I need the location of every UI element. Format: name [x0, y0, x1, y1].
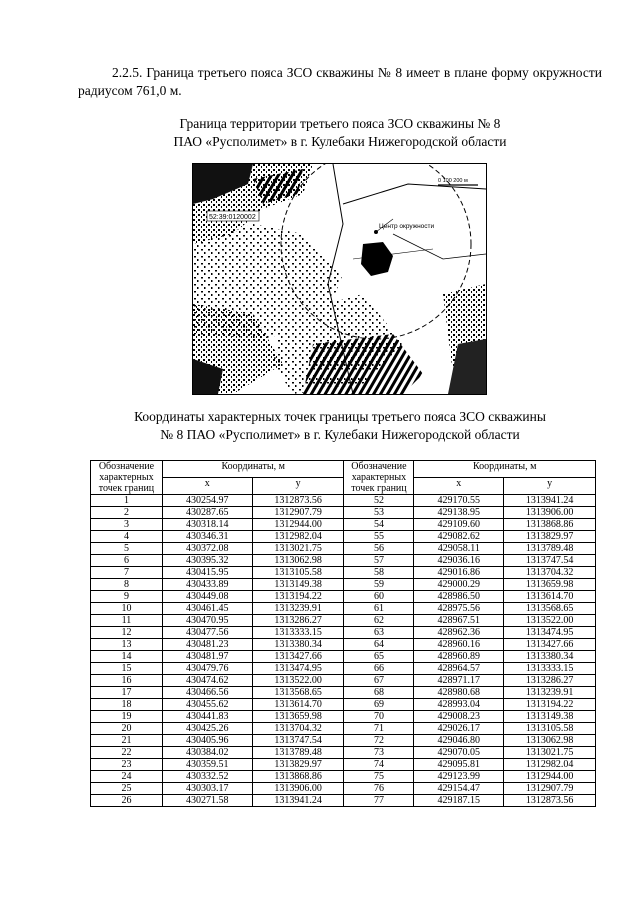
- table-row: [91, 579, 596, 591]
- y-right: 1313789.48: [504, 543, 596, 555]
- table-row: [91, 519, 596, 531]
- point-number-left: 6: [91, 555, 163, 567]
- point-number-left: 17: [91, 687, 163, 699]
- point-number-left: 19: [91, 711, 163, 723]
- y-right: 1313194.22: [504, 699, 596, 711]
- x-left: 430372.08: [162, 543, 252, 555]
- table-row: [91, 567, 596, 579]
- label-scale: 0 100 200 м: [438, 178, 468, 184]
- point-number-right: 59: [344, 579, 414, 591]
- y-right: 1313747.54: [504, 555, 596, 567]
- point-number-left: 5: [91, 543, 163, 555]
- point-number-right: 72: [344, 735, 414, 747]
- header-y-right: y: [504, 478, 596, 495]
- x-left: 430405.96: [162, 735, 252, 747]
- x-right: 428962.36: [414, 627, 504, 639]
- y-left: 1313522.00: [252, 675, 344, 687]
- x-left: 430254.97: [162, 495, 252, 507]
- x-left: 430455.62: [162, 699, 252, 711]
- header-x-left: x: [162, 478, 252, 495]
- y-right: 1313239.91: [504, 687, 596, 699]
- x-right: 429016.86: [414, 567, 504, 579]
- point-number-left: 18: [91, 699, 163, 711]
- x-left: 430332.52: [162, 771, 252, 783]
- table-title-line-1: Координаты характерных точек границы третьего пояса ЗСО скважины: [134, 409, 546, 424]
- point-number-right: 76: [344, 783, 414, 795]
- x-right: 428971.17: [414, 675, 504, 687]
- point-number-left: 11: [91, 615, 163, 627]
- y-left: 1313829.97: [252, 759, 344, 771]
- y-left: 1313789.48: [252, 747, 344, 759]
- y-right: 1313829.97: [504, 531, 596, 543]
- y-left: 1313614.70: [252, 699, 344, 711]
- table-title-line-2: № 8 ПАО «Русполимет» в г. Кулебаки Нижегородской области: [160, 427, 520, 442]
- y-left: 1313239.91: [252, 603, 344, 615]
- x-right: 429082.62: [414, 531, 504, 543]
- x-left: 430303.17: [162, 783, 252, 795]
- table-row: [91, 543, 596, 555]
- x-right: 429070.05: [414, 747, 504, 759]
- y-left: 1313194.22: [252, 591, 344, 603]
- coordinates-table: [90, 460, 596, 807]
- table-row: [91, 507, 596, 519]
- point-number-right: 71: [344, 723, 414, 735]
- header-coords-right: Координаты, м: [414, 461, 596, 478]
- x-right: 428993.04: [414, 699, 504, 711]
- x-left: 430481.97: [162, 651, 252, 663]
- table-row: [91, 615, 596, 627]
- x-right: 429095.81: [414, 759, 504, 771]
- point-number-left: 4: [91, 531, 163, 543]
- point-number-right: 53: [344, 507, 414, 519]
- x-left: 430318.14: [162, 519, 252, 531]
- point-number-right: 60: [344, 591, 414, 603]
- y-right: 1312944.00: [504, 771, 596, 783]
- x-left: 430477.56: [162, 627, 252, 639]
- header-y-left: y: [252, 478, 344, 495]
- point-number-right: 69: [344, 699, 414, 711]
- y-right: 1313105.58: [504, 723, 596, 735]
- y-right: 1313333.15: [504, 663, 596, 675]
- header-coords-left: Координаты, м: [162, 461, 344, 478]
- y-left: 1313747.54: [252, 735, 344, 747]
- x-right: 429109.60: [414, 519, 504, 531]
- x-right: 429058.11: [414, 543, 504, 555]
- point-number-left: 23: [91, 759, 163, 771]
- x-left: 430384.02: [162, 747, 252, 759]
- x-left: 430470.95: [162, 615, 252, 627]
- x-right: 429187.15: [414, 795, 504, 807]
- map-title-line-1: Граница территории третьего пояса ЗСО скважины № 8: [179, 116, 501, 131]
- x-left: 430359.51: [162, 759, 252, 771]
- x-right: 429036.16: [414, 555, 504, 567]
- map-title-line-2: ПАО «Русполимет» в г. Кулебаки Нижегородской области: [173, 134, 507, 149]
- y-left: 1313427.66: [252, 651, 344, 663]
- y-right: 1313062.98: [504, 735, 596, 747]
- table-row: [91, 603, 596, 615]
- point-number-left: 3: [91, 519, 163, 531]
- point-number-left: 26: [91, 795, 163, 807]
- table-row: [91, 735, 596, 747]
- table-row: [91, 591, 596, 603]
- x-right: 428975.56: [414, 603, 504, 615]
- x-left: 430415.95: [162, 567, 252, 579]
- header-x-right: x: [414, 478, 504, 495]
- y-left: 1312873.56: [252, 495, 344, 507]
- label-center: Центр окружности: [379, 223, 435, 230]
- x-right: 429138.95: [414, 507, 504, 519]
- x-right: 429046.80: [414, 735, 504, 747]
- table-row: [91, 531, 596, 543]
- table-row: [91, 747, 596, 759]
- y-left: 1312982.04: [252, 531, 344, 543]
- x-left: 430466.56: [162, 687, 252, 699]
- y-left: 1313474.95: [252, 663, 344, 675]
- y-left: 1313333.15: [252, 627, 344, 639]
- point-number-left: 24: [91, 771, 163, 783]
- y-left: 1313868.86: [252, 771, 344, 783]
- point-number-right: 70: [344, 711, 414, 723]
- y-left: 1312944.00: [252, 519, 344, 531]
- point-number-right: 65: [344, 651, 414, 663]
- x-left: 430433.89: [162, 579, 252, 591]
- point-number-right: 56: [344, 543, 414, 555]
- y-right: 1313286.27: [504, 675, 596, 687]
- table-row: [91, 675, 596, 687]
- x-right: 429170.55: [414, 495, 504, 507]
- point-number-left: 1: [91, 495, 163, 507]
- map-svg: [193, 164, 486, 394]
- y-right: 1313522.00: [504, 615, 596, 627]
- table-row: [91, 639, 596, 651]
- point-number-right: 58: [344, 567, 414, 579]
- point-number-right: 68: [344, 687, 414, 699]
- point-number-left: 14: [91, 651, 163, 663]
- y-left: 1313149.38: [252, 579, 344, 591]
- x-left: 430474.62: [162, 675, 252, 687]
- section-paragraph: [78, 64, 602, 100]
- table-row: [91, 771, 596, 783]
- y-left: 1313704.32: [252, 723, 344, 735]
- x-right: 429154.47: [414, 783, 504, 795]
- x-right: 428986.50: [414, 591, 504, 603]
- paragraph-text: 2.2.5. Граница третьего пояса ЗСО скважины № 8 имеет в плане форму окружности радиусом 761,0 м.: [78, 65, 602, 98]
- table-row: [91, 783, 596, 795]
- x-right: 428960.16: [414, 639, 504, 651]
- point-number-left: 13: [91, 639, 163, 651]
- y-right: 1312907.79: [504, 783, 596, 795]
- point-number-right: 73: [344, 747, 414, 759]
- point-number-left: 16: [91, 675, 163, 687]
- table-row: [91, 651, 596, 663]
- point-number-left: 8: [91, 579, 163, 591]
- y-left: 1313906.00: [252, 783, 344, 795]
- point-number-right: 77: [344, 795, 414, 807]
- y-right: 1313380.34: [504, 651, 596, 663]
- point-number-right: 67: [344, 675, 414, 687]
- x-right: 429008.23: [414, 711, 504, 723]
- point-number-left: 12: [91, 627, 163, 639]
- point-number-right: 74: [344, 759, 414, 771]
- table-row: [91, 663, 596, 675]
- point-number-right: 52: [344, 495, 414, 507]
- header-point-left: Обозначение характерных точек границ: [91, 461, 163, 495]
- table-row: [91, 687, 596, 699]
- x-left: 430449.08: [162, 591, 252, 603]
- table-row: [91, 723, 596, 735]
- y-right: 1313868.86: [504, 519, 596, 531]
- point-number-right: 55: [344, 531, 414, 543]
- point-number-right: 61: [344, 603, 414, 615]
- point-number-right: 64: [344, 639, 414, 651]
- x-right: 429123.99: [414, 771, 504, 783]
- table-row: [91, 759, 596, 771]
- x-left: 430346.31: [162, 531, 252, 543]
- point-number-left: 9: [91, 591, 163, 603]
- y-right: 1313021.75: [504, 747, 596, 759]
- x-left: 430461.45: [162, 603, 252, 615]
- table-body: [91, 495, 596, 807]
- point-number-right: 63: [344, 627, 414, 639]
- point-number-left: 20: [91, 723, 163, 735]
- point-number-left: 2: [91, 507, 163, 519]
- point-number-right: 75: [344, 771, 414, 783]
- table-row: [91, 699, 596, 711]
- x-right: 429026.17: [414, 723, 504, 735]
- table-row: [91, 711, 596, 723]
- x-left: 430479.76: [162, 663, 252, 675]
- table-row: [91, 555, 596, 567]
- y-right: 1313906.00: [504, 507, 596, 519]
- point-number-right: 54: [344, 519, 414, 531]
- y-right: 1313149.38: [504, 711, 596, 723]
- x-right: 429000.29: [414, 579, 504, 591]
- map-image: [192, 163, 487, 395]
- y-left: 1313105.58: [252, 567, 344, 579]
- x-left: 430441.83: [162, 711, 252, 723]
- y-left: 1313380.34: [252, 639, 344, 651]
- table-row: [91, 495, 596, 507]
- point-number-left: 7: [91, 567, 163, 579]
- x-left: 430271.58: [162, 795, 252, 807]
- point-number-left: 10: [91, 603, 163, 615]
- x-right: 428980.68: [414, 687, 504, 699]
- y-right: 1313474.95: [504, 627, 596, 639]
- x-right: 428960.89: [414, 651, 504, 663]
- y-right: 1313614.70: [504, 591, 596, 603]
- y-right: 1313941.24: [504, 495, 596, 507]
- x-right: 428967.51: [414, 615, 504, 627]
- y-left: 1313062.98: [252, 555, 344, 567]
- x-left: 430395.32: [162, 555, 252, 567]
- x-left: 430425.26: [162, 723, 252, 735]
- y-right: 1313704.32: [504, 567, 596, 579]
- point-number-left: 21: [91, 735, 163, 747]
- label-cadastral: 52:39:0120002: [209, 214, 256, 221]
- y-left: 1313941.24: [252, 795, 344, 807]
- point-number-left: 25: [91, 783, 163, 795]
- x-left: 430481.23: [162, 639, 252, 651]
- y-right: 1313659.98: [504, 579, 596, 591]
- x-left: 430287.65: [162, 507, 252, 519]
- y-right: 1312982.04: [504, 759, 596, 771]
- y-left: 1313021.75: [252, 543, 344, 555]
- table-row: [91, 627, 596, 639]
- point-number-left: 22: [91, 747, 163, 759]
- y-left: 1313286.27: [252, 615, 344, 627]
- point-number-left: 15: [91, 663, 163, 675]
- point-number-right: 62: [344, 615, 414, 627]
- y-left: 1313659.98: [252, 711, 344, 723]
- y-right: 1312873.56: [504, 795, 596, 807]
- y-left: 1312907.79: [252, 507, 344, 519]
- x-right: 428964.57: [414, 663, 504, 675]
- point-number-right: 66: [344, 663, 414, 675]
- y-right: 1313427.66: [504, 639, 596, 651]
- point-number-right: 57: [344, 555, 414, 567]
- header-point-right: Обозначение характерных точек границ: [344, 461, 414, 495]
- y-right: 1313568.65: [504, 603, 596, 615]
- table-row: [91, 795, 596, 807]
- y-left: 1313568.65: [252, 687, 344, 699]
